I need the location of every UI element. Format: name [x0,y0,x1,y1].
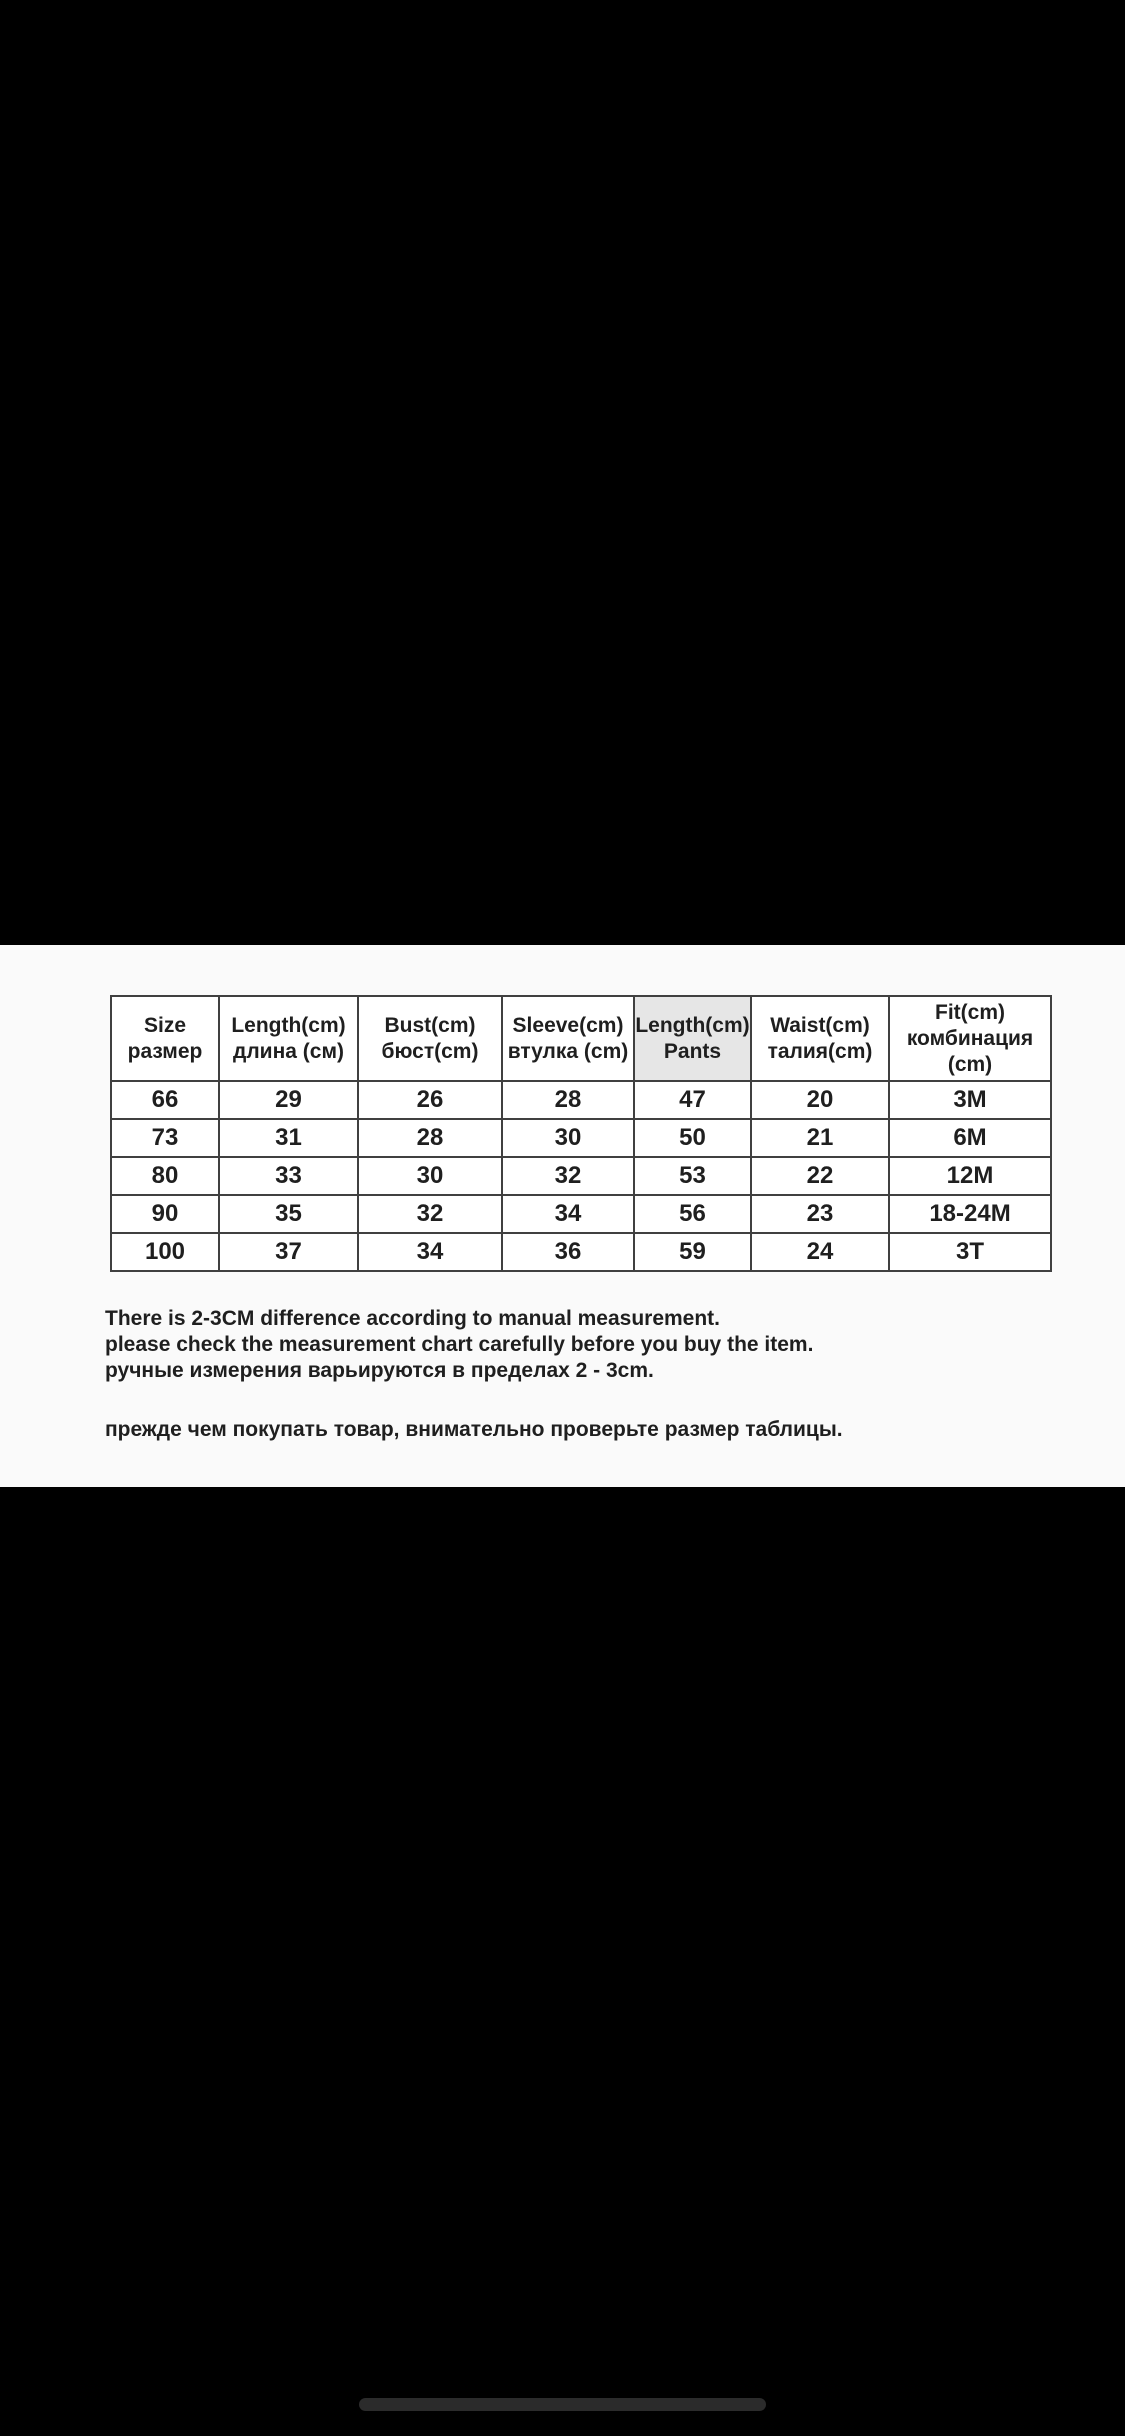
cell-fit: 3M [889,1081,1051,1119]
col-header-bust-ru: бюст(cm) [381,1039,479,1063]
cell-pants-length: 47 [634,1081,751,1119]
cell-sleeve: 36 [502,1233,634,1271]
col-header-fit-unit: (cm) [947,1052,993,1076]
cell-bust: 30 [358,1157,502,1195]
cell-sleeve: 32 [502,1157,634,1195]
cell-bust: 26 [358,1081,502,1119]
col-header-waist [751,996,889,1081]
cell-waist: 21 [751,1119,889,1157]
col-header-fit-en: Fit(cm) [935,1000,1005,1024]
cell-size: 73 [111,1119,219,1157]
size-chart-image [0,945,1125,1487]
cell-bust: 34 [358,1233,502,1271]
cell-waist: 22 [751,1157,889,1195]
col-header-sleeve-ru: втулка (cm) [507,1039,629,1063]
note-line-3: ручные измерения варьируются в пределах 2 - 3cm. [105,1359,654,1382]
cell-pants-length: 56 [634,1195,751,1233]
cell-length: 31 [219,1119,358,1157]
col-header-bust-en: Bust(cm) [384,1013,476,1037]
col-header-length-en: Length(cm) [231,1013,346,1037]
note-line-4: прежде чем покупать товар, внимательно проверьте размер таблицы. [105,1418,843,1441]
col-header-size-ru: размер [127,1039,203,1063]
cell-size: 100 [111,1233,219,1271]
col-header-fit [889,996,1051,1081]
table-row [111,1157,1051,1195]
cell-size: 80 [111,1157,219,1195]
col-header-sleeve-en: Sleeve(cm) [512,1013,624,1037]
cell-sleeve: 34 [502,1195,634,1233]
cell-size: 66 [111,1081,219,1119]
table-row [111,1081,1051,1119]
cell-length: 37 [219,1233,358,1271]
col-header-fit-ru: комбинация [906,1026,1034,1050]
table-row [111,1119,1051,1157]
cell-size: 90 [111,1195,219,1233]
cell-waist: 23 [751,1195,889,1233]
cell-pants-length: 59 [634,1233,751,1271]
size-chart-table [110,995,1052,1272]
cell-fit: 18-24M [889,1195,1051,1233]
col-header-length-ru: длина (см) [233,1039,344,1063]
note-line-1: There is 2-3CM difference according to manual measurement. [105,1307,721,1330]
col-header-size-en: Size [143,1013,187,1037]
col-header-length [219,996,358,1081]
cell-fit: 3T [889,1233,1051,1271]
table-row [111,1233,1051,1271]
cell-length: 35 [219,1195,358,1233]
cell-fit: 12M [889,1157,1051,1195]
col-header-pants-length-en: Length(cm) [635,1013,750,1037]
cell-length: 33 [219,1157,358,1195]
measurement-notes [105,1306,1065,1443]
col-header-pants-length [634,996,751,1081]
cell-fit: 6M [889,1119,1051,1157]
col-header-pants-length-sub: Pants [663,1039,722,1063]
cell-pants-length: 50 [634,1119,751,1157]
home-indicator[interactable] [359,2398,766,2411]
cell-pants-length: 53 [634,1157,751,1195]
col-header-size [111,996,219,1081]
cell-waist: 24 [751,1233,889,1271]
cell-length: 29 [219,1081,358,1119]
cell-sleeve: 28 [502,1081,634,1119]
cell-bust: 32 [358,1195,502,1233]
note-line-2: please check the measurement chart carefully before you buy the item. [105,1333,814,1356]
cell-waist: 20 [751,1081,889,1119]
table-row [111,1195,1051,1233]
col-header-bust [358,996,502,1081]
table-header-row [111,996,1051,1081]
col-header-sleeve [502,996,634,1081]
cell-sleeve: 30 [502,1119,634,1157]
col-header-waist-en: Waist(cm) [770,1013,870,1037]
col-header-waist-ru: талия(cm) [767,1039,873,1063]
cell-bust: 28 [358,1119,502,1157]
